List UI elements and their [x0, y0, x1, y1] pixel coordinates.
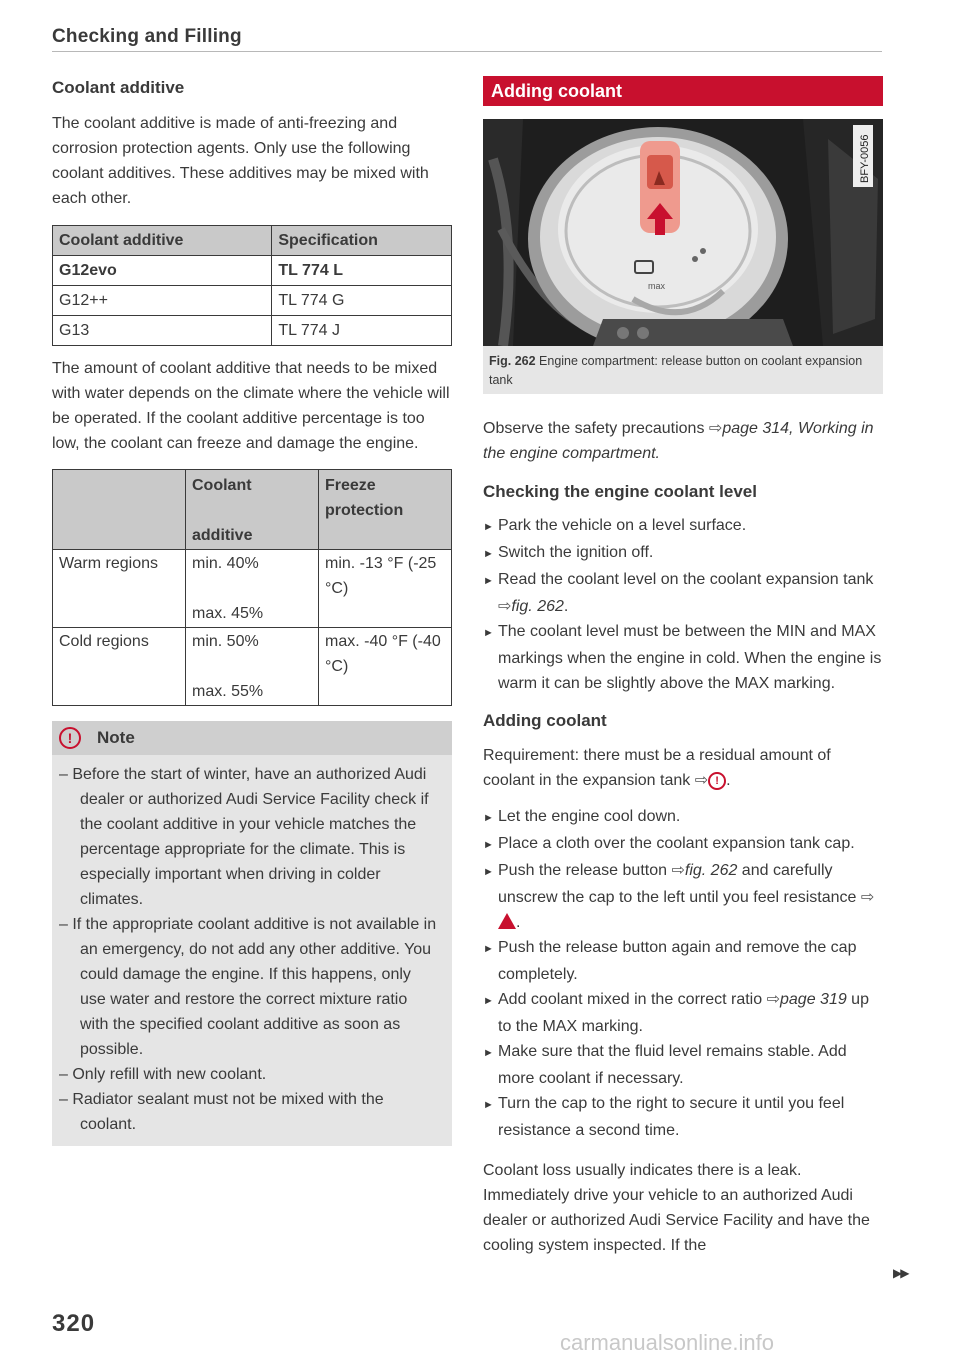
arrow-icon: ⇨ [498, 598, 512, 615]
min-value: min. 40% [192, 555, 259, 572]
step-text: Make sure that the fluid level remains stable. Add more coolant if necessary. [498, 1043, 847, 1087]
max-value: max. 55% [192, 683, 264, 700]
right-column [483, 76, 883, 1258]
warning-triangle-icon[interactable] [498, 913, 516, 929]
step-text: The coolant level must be between the MIN and MAX markings when the engine in cold. When the engine is warm it can be slightly above the MAX marking. [498, 623, 882, 692]
info-circle-icon: ! [59, 727, 81, 749]
table-cell: G12++ [53, 286, 272, 316]
header-coolant: Coolant [192, 477, 252, 494]
max-value: max. 45% [192, 605, 264, 622]
caution-circle-icon[interactable]: ! [708, 772, 726, 790]
requirement-end: . [726, 772, 731, 789]
bullet-triangle-icon: ► [483, 1047, 494, 1059]
arrow-icon: ⇨ [694, 772, 709, 789]
bullet-triangle-icon: ► [483, 1099, 494, 1111]
safety-reference-link[interactable]: page 314, Working in the engine compartment. [483, 420, 874, 462]
region-label: Cold regions [53, 628, 186, 706]
table-header-cell: Coolant additive [53, 226, 272, 256]
arrow-icon: ⇨ [708, 420, 723, 437]
step-text: up to the MAX marking. [498, 991, 869, 1035]
bullet-triangle-icon: ► [483, 839, 494, 851]
step-text: Let the engine cool down. [498, 808, 681, 825]
requirement-paragraph [483, 743, 883, 793]
coolant-tank-illustration [483, 119, 883, 346]
safety-text: Observe the safety precautions [483, 420, 705, 437]
note-item: – If the appropriate coolant additive is not available in an emergency, do not add any other additive. You could damage the engine. If this happens, only use water and restore the correct mixture ratio with the specified coolant additive as soon as possible. [59, 916, 437, 1058]
region-label: Warm regions [53, 550, 186, 628]
engine-compartment-figure [483, 119, 883, 346]
requirement-text: Requirement: there must be a residual amount of coolant in the expansion tank [483, 747, 831, 789]
note-item: – Radiator sealant must not be mixed with the coolant. [59, 1091, 384, 1133]
table-header-cell: Specification [272, 226, 452, 256]
additive-range [186, 550, 319, 628]
bullet-triangle-icon: ► [483, 866, 494, 878]
checking-level-heading: Checking the engine coolant level [483, 482, 757, 501]
figure-caption [483, 346, 883, 394]
note-title: Note [97, 728, 135, 747]
adding-steps [483, 804, 883, 1143]
arrow-icon: ⇨ [766, 991, 780, 1008]
header-additive: additive [192, 527, 253, 544]
left-column [52, 76, 452, 1146]
bullet-triangle-icon: ► [483, 521, 494, 533]
figure-reference-link[interactable]: fig. 262 [684, 862, 738, 879]
table-row [53, 286, 452, 316]
table-header-row [53, 226, 452, 256]
table-row-warm [53, 550, 452, 628]
page-number: 320 [52, 1310, 96, 1337]
table-header-cell [53, 470, 186, 550]
page-reference-link[interactable]: page 319 [780, 991, 847, 1008]
note-body [52, 755, 452, 1146]
list-item [483, 987, 883, 1039]
list-item [483, 804, 883, 831]
freeze-value: min. -13 °F (-25 °C) [319, 550, 452, 628]
list-item [483, 513, 883, 540]
watermark: carmanualsonline.info [560, 1330, 775, 1355]
step-text: Push the release button [498, 862, 668, 879]
note-header [52, 721, 452, 755]
arrow-icon: ⇨ [860, 889, 875, 906]
table-row [53, 256, 452, 286]
step-text: Park the vehicle on a level surface. [498, 517, 747, 534]
header-rule [52, 51, 882, 52]
table-cell: TL 774 G [272, 286, 452, 316]
figure-reference-link[interactable]: fig. 262 [511, 598, 564, 615]
amount-paragraph: The amount of coolant additive that needs to be mixed with water depends on the climate where the vehicle will be operated. If the coolant additive percentage is too low, the coolant can freeze and damage the engine. [52, 360, 450, 452]
bullet-triangle-icon: ► [483, 812, 494, 824]
additive-range [186, 628, 319, 706]
table-header-cell: Freeze protection [319, 470, 452, 550]
list-item: ► Push the release button ⇨fig. 262 and carefully unscrew the cap to the left until you feel resistance ⇨ . [483, 862, 875, 931]
table-row [53, 316, 452, 346]
coolant-loss-paragraph: Coolant loss usually indicates there is a leak. Immediately drive your vehicle to an authorized Audi dealer or authorized Audi Service Facility and have the cooling system inspected. If the [483, 1162, 870, 1254]
step-text: Turn the cap to the right to secure it until you feel resistance a second time. [498, 1095, 845, 1139]
step-text: Add coolant mixed in the correct ratio [498, 991, 763, 1008]
list-item [483, 831, 883, 858]
running-header [52, 26, 882, 48]
note-item: – Before the start of winter, have an authorized Audi dealer or authorized Audi Service Facility check if the coolant additive in your vehicle matches the percentage appropriate for the climate. This is especially important when driving in colder climates. [59, 766, 429, 908]
table-cell: G13 [53, 316, 272, 346]
note-box [52, 721, 452, 1146]
figure-id: BFY-0056 [859, 134, 871, 183]
bullet-triangle-icon: ► [483, 548, 494, 560]
safety-paragraph [483, 416, 883, 466]
figure-caption-text: Engine compartment: release button on coolant expansion tank [489, 354, 863, 387]
table-header-cell [186, 470, 319, 550]
table-cell: TL 774 L [272, 256, 452, 286]
table-header-row [53, 470, 452, 550]
list-item [483, 619, 883, 696]
bullet-triangle-icon: ► [483, 943, 494, 955]
list-item [483, 1091, 883, 1143]
continue-arrow-icon: ▶▶ [893, 1266, 908, 1280]
min-value: min. 50% [192, 633, 259, 650]
table-cell: TL 774 J [272, 316, 452, 346]
step-text: and carefully unscrew the cap to the left until you feel resistance [498, 862, 857, 906]
note-item: – Only refill with new coolant. [59, 1066, 267, 1083]
step-text: Push the release button again and remove the cap completely. [498, 939, 857, 983]
step-text: Place a cloth over the coolant expansion tank cap. [498, 835, 855, 852]
step-text: . [563, 598, 569, 615]
header-title: Checking and Filling [52, 26, 242, 47]
table-row-cold [53, 628, 452, 706]
list-item [483, 935, 883, 987]
mixture-table [52, 469, 452, 706]
step-text: Switch the ignition off. [498, 544, 654, 561]
section-title-bar: Adding coolant [483, 76, 883, 106]
coolant-additive-heading: Coolant additive [52, 78, 185, 97]
bullet-triangle-icon: ► [483, 575, 494, 587]
freeze-value: max. -40 °F (-40 °C) [319, 628, 452, 706]
list-item [483, 540, 883, 567]
bullet-triangle-icon: ► [483, 627, 494, 639]
checking-steps [483, 513, 883, 696]
list-item [483, 567, 883, 619]
figure-label: Fig. 262 [489, 354, 536, 368]
list-item [483, 1039, 883, 1091]
additive-spec-table [52, 225, 452, 346]
arrow-icon: ⇨ [671, 862, 685, 879]
adding-coolant-heading: Adding coolant [483, 711, 607, 730]
table-cell: G12evo [53, 256, 272, 286]
coolant-additive-intro: The coolant additive is made of anti-freezing and corrosion protection agents. Only use the following coolant additives. These additives may be mixed with each other. [52, 115, 429, 207]
bullet-triangle-icon: ► [483, 995, 494, 1007]
tank-max-marking: max [648, 281, 666, 291]
step-text: Read the coolant level on the coolant expansion tank [498, 571, 874, 588]
